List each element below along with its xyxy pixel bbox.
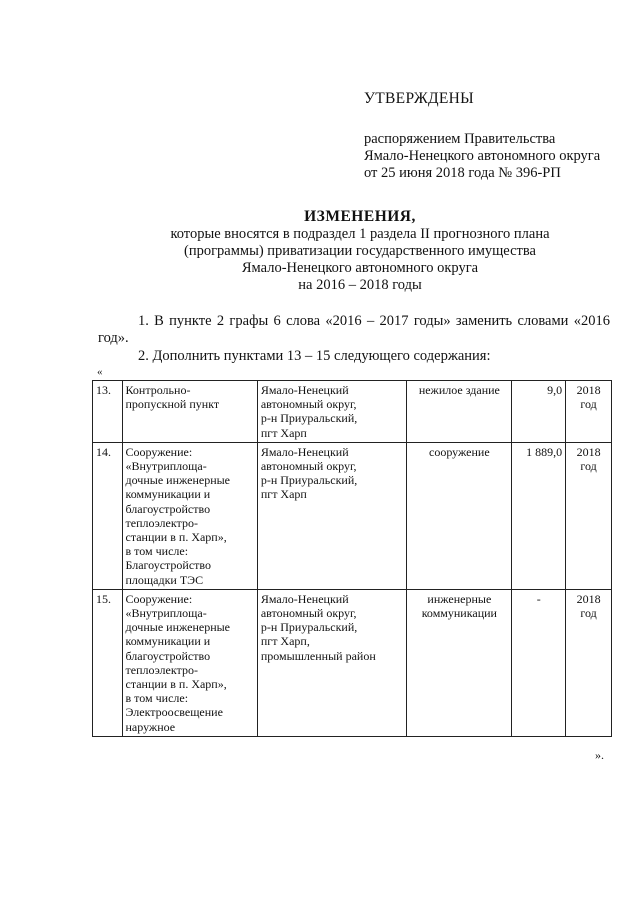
object-value: - — [512, 589, 566, 736]
object-type: инженерные коммуникации — [407, 589, 512, 736]
object-type: нежилое здание — [407, 381, 512, 443]
approval-heading: УТВЕРЖДЕНЫ — [364, 90, 474, 107]
object-name: Сооружение: «Внутриплоща- дочные инженерные коммуникации и благоустройство теплоэлектро- станции в п. Харп», в том числе: Благоустройство площадки ТЭС — [122, 442, 257, 589]
table-row — [93, 589, 612, 736]
title-line-3: Ямало-Ненецкого автономного округа — [241, 260, 479, 276]
table-row — [93, 442, 612, 589]
object-address: Ямало-Ненецкий автономный округ, р-н Приуральский, пгт Харп — [257, 381, 407, 443]
object-type: сооружение — [407, 442, 512, 589]
object-year: 2018 год — [566, 589, 612, 736]
approval-line-1: распоряжением Правительства — [364, 131, 556, 147]
title-line-4: на 2016 – 2018 годы — [298, 277, 422, 293]
object-name: Контрольно- пропускной пункт — [122, 381, 257, 443]
object-address: Ямало-Ненецкий автономный округ, р-н Приуральский, пгт Харп — [257, 442, 407, 589]
row-number: 15. — [93, 589, 123, 736]
title-line-1: которые вносятся в подраздел 1 раздела II прогнозного плана — [170, 226, 550, 242]
approval-block — [364, 90, 634, 182]
object-value: 9,0 — [512, 381, 566, 443]
object-year: 2018 год — [566, 381, 612, 443]
quote-close: ». — [595, 748, 604, 762]
approval-line-3: от 25 июня 2018 года № 396-РП — [364, 165, 561, 181]
approval-line-2: Ямало-Ненецкого автономного округа — [364, 148, 601, 164]
document-title-block — [60, 208, 640, 294]
object-year: 2018 год — [566, 442, 612, 589]
object-address: Ямало-Ненецкий автономный округ, р-н Приуральский, пгт Харп, промышленный район — [257, 589, 407, 736]
paragraph-1: 1. В пункте 2 графы 6 слова «2016 – 2017 годы» заменить словами «2016 год». — [98, 313, 610, 346]
changes-table — [92, 380, 612, 737]
object-value: 1 889,0 — [512, 442, 566, 589]
object-name: Сооружение: «Внутриплоща- дочные инженерные коммуникации и благоустройство теплоэлектро- станции в п. Харп», в том числе: Электроосвещение наружное — [122, 589, 257, 736]
quote-open: « — [97, 366, 103, 378]
document-title: ИЗМЕНЕНИЯ, — [304, 208, 416, 225]
table-row — [93, 381, 612, 443]
paragraph-2: 2. Дополнить пунктами 13 – 15 следующего содержания: — [138, 348, 491, 364]
title-line-2: (программы) приватизации государственного имущества — [184, 243, 536, 259]
row-number: 13. — [93, 381, 123, 443]
row-number: 14. — [93, 442, 123, 589]
